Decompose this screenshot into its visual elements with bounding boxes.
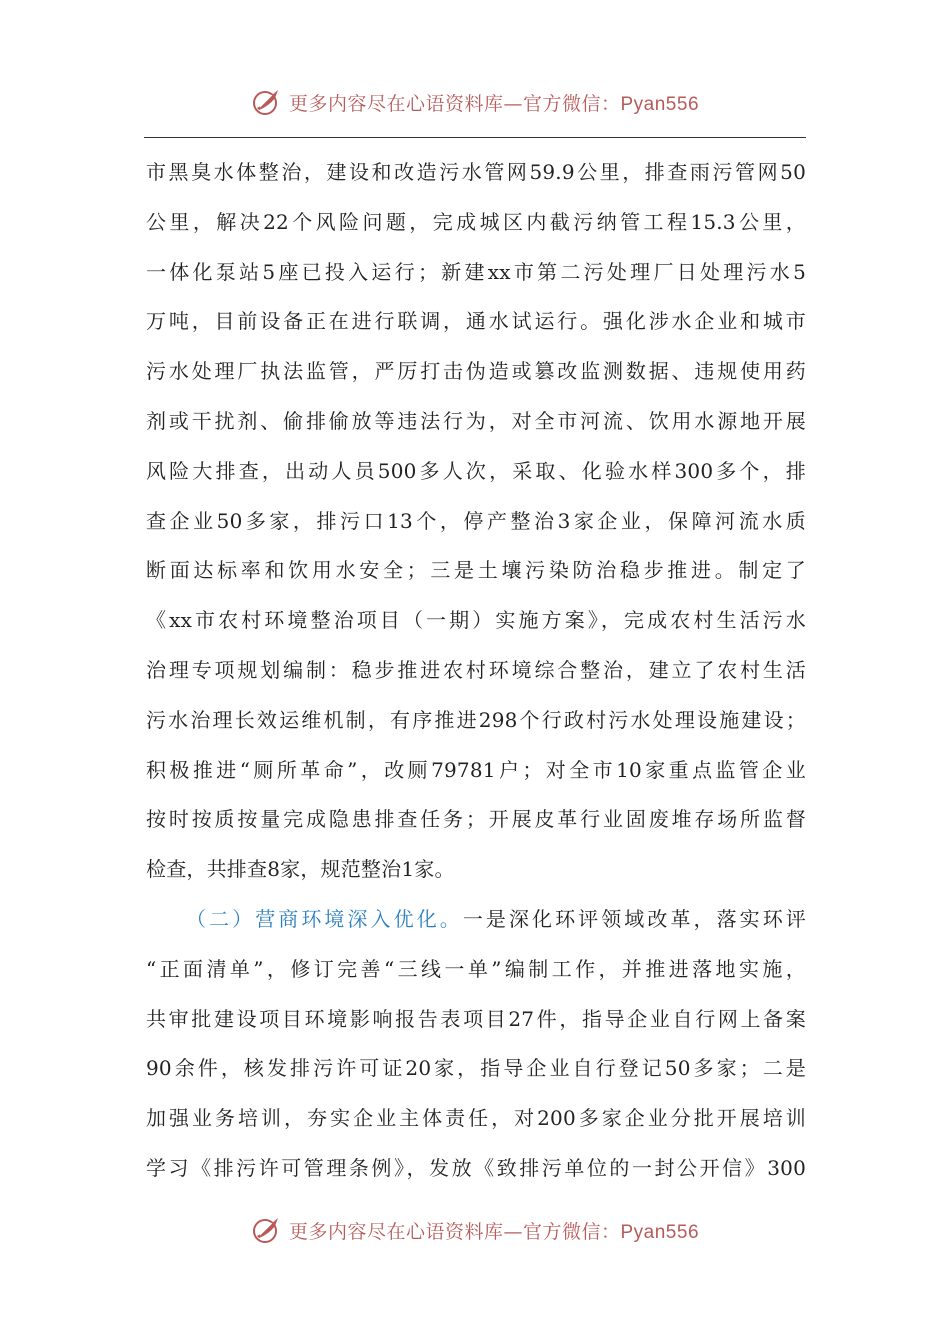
section-heading: （二）营商环境深入优化。: [186, 906, 463, 931]
banner-text: [289, 89, 699, 116]
wechat-handle: Pyan556: [620, 1221, 700, 1243]
text-line: 查企业50多家，排污口13个，停产整治3家企业，保障河流水质: [146, 508, 806, 533]
text-line: 90余件，核发排污许可证20家，指导企业自行登记50多家；二是: [146, 1056, 806, 1081]
text-line: “正面清单”，修订完善“三线一单”编制工作，并推进落地实施，: [146, 956, 806, 981]
heading-continuation: 一是深化环评领域改革，落实环评: [462, 906, 806, 931]
quill-logo-icon: [251, 86, 283, 118]
document-body: [146, 148, 806, 1194]
footer-banner: [0, 1210, 950, 1250]
text-line: 检查，共排查8家，规范整治1家。: [146, 857, 455, 882]
text-line: 积极推进“厕所革命”，改厕79781户；对全市10家重点监管企业: [146, 757, 806, 782]
banner-slogan: 更多内容尽在心语资料库—官方微信：: [288, 92, 621, 115]
text-line: 剂或干扰剂、偷排偷放等违法行为，对全市河流、饮用水源地开展: [146, 408, 806, 433]
text-line: 市黑臭水体整治，建设和改造污水管网59.9公里，排查雨污管网50: [146, 160, 806, 184]
banner-slogan: 更多内容尽在心语资料库—官方微信：: [288, 1220, 621, 1243]
text-line: 一体化泵站5座已投入运行；新建xx市第二污处理厂日处理污水5: [146, 259, 806, 284]
text-line: 万吨，目前设备正在进行联调，通水试运行。强化涉水企业和城市: [146, 309, 806, 334]
header-divider: [144, 137, 806, 138]
text-line: [146, 895, 806, 945]
header-banner: [0, 82, 950, 122]
text-line: 污水治理长效运维机制，有序推进298个行政村污水处理设施建设；: [146, 707, 806, 732]
paragraph-2: [146, 895, 806, 1194]
text-line: 断面达标率和饮用水安全；三是土壤污染防治稳步推进。制定了: [146, 558, 806, 583]
text-line: 公里，解决22个风险问题，完成城区内截污纳管工程15.3公里，: [146, 209, 806, 234]
paragraph-1: [146, 148, 806, 895]
text-line: 污水处理厂执法监管，严厉打击伪造或篡改监测数据、违规使用药: [146, 359, 806, 384]
text-line: 加强业务培训，夯实企业主体责任，对200多家企业分批开展培训: [146, 1106, 806, 1131]
text-line: 共审批建设项目环境影响报告表项目27件，指导企业自行网上备案: [146, 1006, 806, 1031]
banner-text: [289, 1217, 699, 1244]
text-line: 学习《排污许可管理条例》，发放《致排污单位的一封公开信》300: [146, 1155, 806, 1180]
quill-logo-icon: [251, 1214, 283, 1246]
text-line: 风险大排查，出动人员500多人次，采取、化验水样300多个，排: [146, 458, 806, 483]
text-line: 治理专项规划编制：稳步推进农村环境综合整治，建立了农村生活: [146, 657, 806, 682]
text-line: 按时按质按量完成隐患排查任务；开展皮革行业固废堆存场所监督: [146, 807, 806, 832]
wechat-handle: Pyan556: [620, 93, 700, 115]
text-line: 《xx市农村环境整治项目（一期）实施方案》，完成农村生活污水: [146, 608, 806, 633]
